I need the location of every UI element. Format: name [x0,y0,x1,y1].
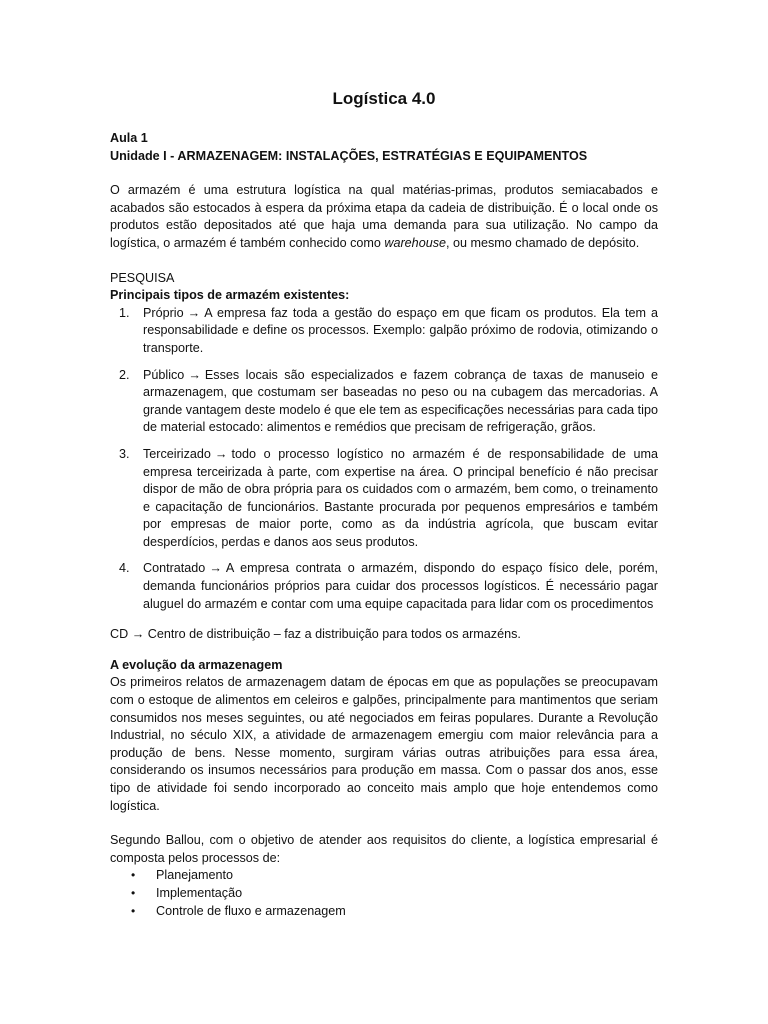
warehouse-term: warehouse [384,235,447,250]
unit-heading: Unidade I - ARMAZENAGEM: INSTALAÇÕES, ESTRATÉGIAS E EQUIPAMENTOS [110,148,588,163]
arrow-right-icon: → [209,561,222,576]
cd-definition: CD → Centro de distribuição – faz a distribuição para todos os armazéns. [110,627,521,642]
ballou-paragraph: Segundo Ballou, com o objetivo de atender aos requisitos do cliente, a logística empresarial é composta pelos processos de: [110,833,658,865]
intro-paragraph: O armazém é uma estrutura logística na qual matérias-primas, produtos semiacabados e acabados são estocados à espera da próxima etapa da cadeia de distribuição. É o local onde os produtos estão depositados até que haja uma demanda para sua utilização. No campo da logística, o armazém é também conhecido como warehouse, ou mesmo chamado de depósito. [110,183,658,250]
processes-list [110,867,658,920]
bullet-icon: • [131,903,136,918]
evolution-heading: A evolução da armazenagem [110,657,283,672]
type-name: Próprio [143,305,184,320]
bullet-icon: • [131,885,136,900]
arrow-right-icon: → [187,305,201,320]
list-item: 1. Próprio → A empresa faz toda a gestão do espaço em que ficam os produtos. Ela tem a responsabilidade e define os processos. Exemplo: galpão próximo de rodovia, otimizando o transporte. [119,305,658,355]
document-page [110,88,658,920]
warehouse-types-heading: Principais tipos de armazém existentes: [110,288,350,303]
lesson-label: Aula 1 [110,131,148,145]
list-item: 4. Contratado → A empresa contrata o armazém, dispondo do espaço físico dele, porém, demanda funcionários próprios para cuidar dos processos logísticos. É necessário pagar aluguel do armazém e contar com uma equipe capacitada para lidar com os procedimentos [119,561,658,611]
arrow-right-icon: → [214,446,228,461]
evolution-paragraph: Os primeiros relatos de armazenagem datam de épocas em que as populações se preocupavam com o estoque de alimentos em celeiros e galpões, principalmente para mantimentos que seriam consumidos nos meses seguintes, ou até negociados em feiras populares. Durante a Revolução Industrial, no século XIX, a atividade de armazenagem emergiu com maior relevância para a produção de bens. Nesse momento, surgiram várias outras atribuições para essa área, considerando os insumos necessários para produção em massa. Com o passar dos anos, esse tipo de atividade foi sendo incorporado ao conceito mais amplo que hoje entendemos como logística. [110,675,658,813]
type-name: Terceirizado [143,446,211,461]
list-item: • Implementação [110,885,658,903]
list-item: 2. Público → Esses locais são especializados e fazem cobrança de taxas de manuseio e armazenagem, que costumam ser baseadas no peso ou na cubagem das mercadorias. A grande vantagem deste modelo é que ele tem as especificações necessárias para cada tipo de material estocado: alimentos e remédios que precisam de refrigeração, grãos. [119,367,658,435]
list-item: • Controle de fluxo e armazenagem [110,903,658,921]
type-name: Contratado [143,561,206,576]
document-title: Logística 4.0 [332,89,436,108]
research-label: PESQUISA [110,270,175,285]
list-item: • Planejamento [110,867,658,885]
warehouse-types-list [110,305,658,614]
list-item: 3. Terceirizado → todo o processo logístico no armazém é de responsabilidade de uma empresa terceirizada à parte, com expertise na área. O principal benefício é não precisar dispor de mão de obra própria para os cuidados com o armazém, bem como, o treinamento e capacitação de funcionários. Bastante procurada por pequenos empresários e também por empresas de maior porte, como as da indústria agrícola, que buscam evitar desperdícios, perdas e danos aos seus produtos. [119,446,658,549]
bullet-icon: • [131,868,136,883]
arrow-right-icon: → [188,367,201,382]
type-name: Público [143,367,185,382]
